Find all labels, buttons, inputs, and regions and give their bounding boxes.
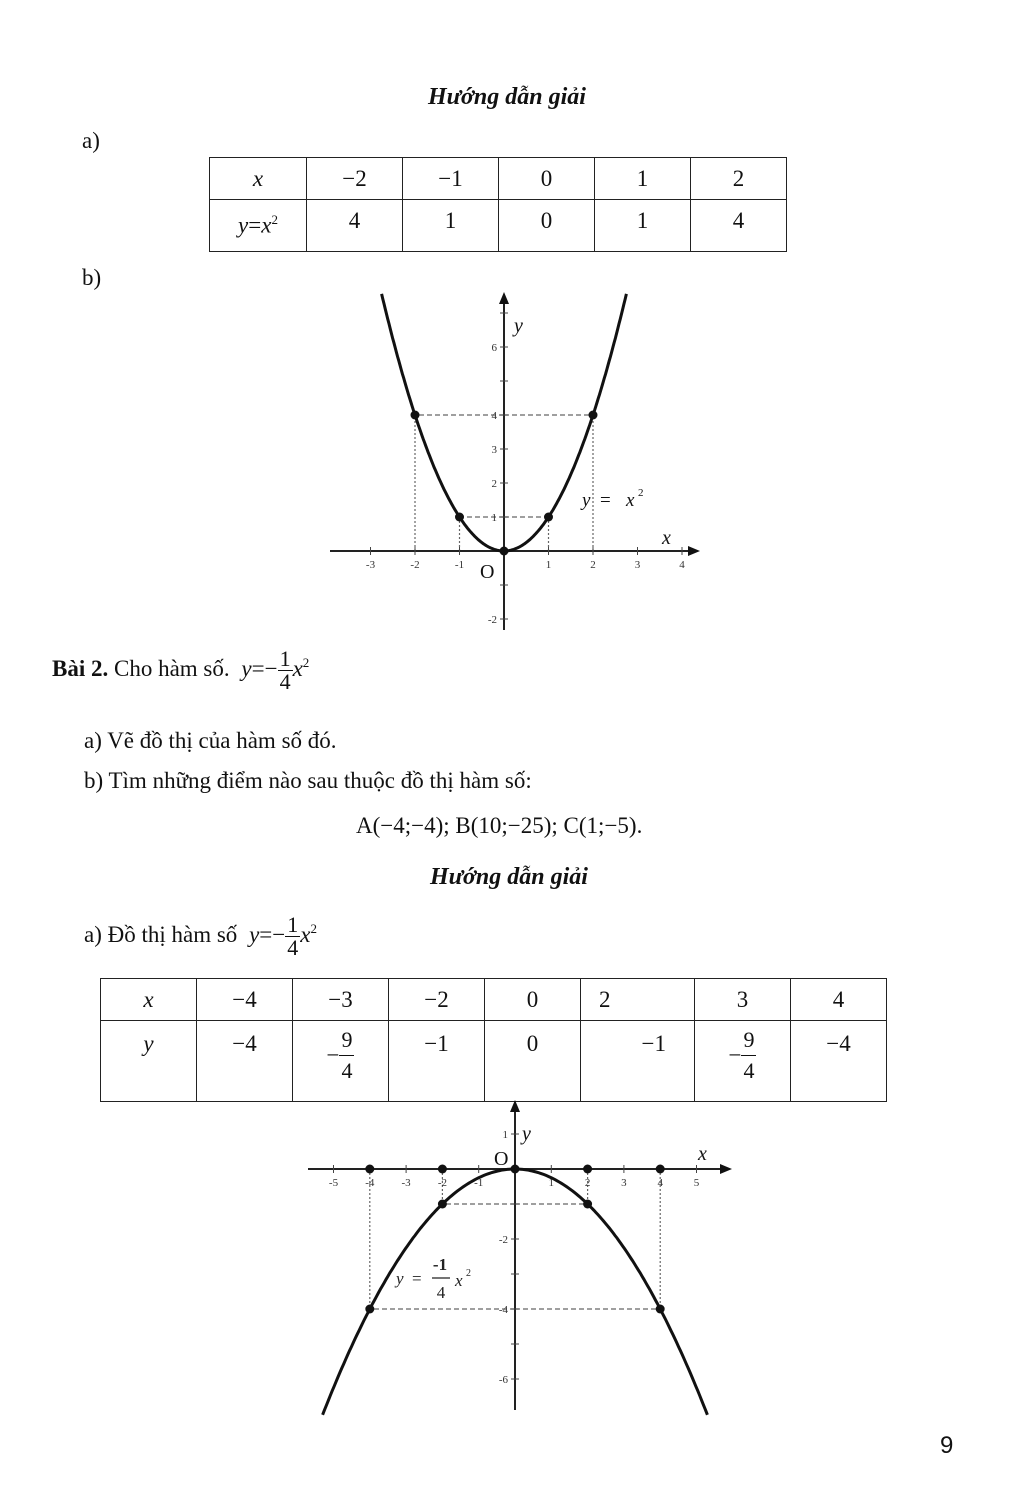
data-point <box>544 513 553 522</box>
x-var: x <box>261 212 272 238</box>
y-tick-label: -4 <box>498 1304 508 1316</box>
formula-eq: = <box>251 655 265 681</box>
table-row-x <box>101 979 887 1021</box>
origin-label: O <box>494 1148 509 1170</box>
section-2-part-a <box>84 914 317 959</box>
data-point <box>500 547 509 556</box>
frac-sign: − <box>326 1042 340 1068</box>
table-cell: 2 <box>581 979 695 1021</box>
formula-fraction <box>285 914 300 959</box>
formula-var: x <box>300 921 311 947</box>
curve-label-var: x <box>455 1271 463 1290</box>
fraction-den: 4 <box>339 1055 354 1082</box>
curve-label-lhs: y <box>582 490 591 511</box>
x-tick-label: 3 <box>621 1177 627 1189</box>
table-cell: 0 <box>485 979 581 1021</box>
table-cell: −2 <box>389 979 485 1021</box>
fraction <box>741 1029 756 1082</box>
x-tick-label: 1 <box>545 559 552 571</box>
x-tick-label: 5 <box>693 1177 700 1189</box>
y-tick-label: 1 <box>502 1129 508 1141</box>
curve-label-eq: = <box>600 490 611 511</box>
table-cell: 2 <box>691 158 787 200</box>
table-cell: 3 <box>695 979 791 1021</box>
table-cell: −2 <box>307 158 403 200</box>
eq-sign: = <box>248 212 262 238</box>
formula-fraction <box>278 648 293 693</box>
table-header-y: y <box>101 1021 197 1102</box>
x-tick-label: 4 <box>657 1177 663 1189</box>
table-cell <box>695 1021 791 1102</box>
problem-2-statement <box>52 648 309 693</box>
table-cell: −4 <box>197 979 293 1021</box>
table-cell: 4 <box>691 200 787 252</box>
x-axis-arrow-icon <box>688 546 700 556</box>
y-axis-arrow-icon <box>499 292 509 304</box>
x-tick-label: 2 <box>590 559 596 571</box>
y-axis-label: y <box>522 1123 531 1145</box>
y-tick-label: 6 <box>491 342 497 354</box>
y-tick-label: 2 <box>491 478 497 490</box>
part-a-text: a) Đồ thị hàm số <box>84 921 238 947</box>
part-a-label-1: a) <box>82 128 100 153</box>
curve-label-rhs: x <box>626 490 635 511</box>
table-cell: 0 <box>499 158 595 200</box>
x-tick-label: -2 <box>437 1177 447 1189</box>
x-tick-label: -3 <box>365 559 376 571</box>
formula-lhs: y <box>241 655 252 681</box>
table-header-x: x <box>210 158 307 200</box>
table-cell: 4 <box>791 979 887 1021</box>
x-axis-label: x <box>662 527 671 549</box>
x-tick-label: -3 <box>401 1177 411 1189</box>
table-cell: −3 <box>293 979 389 1021</box>
x-tick-label: -5 <box>328 1177 339 1189</box>
problem-2-part-b: b) Tìm những điểm nào sau thuộc đồ thị hàm số: <box>84 768 532 793</box>
y-tick-label: 4 <box>491 410 497 422</box>
y-tick-label: -2 <box>498 1234 508 1246</box>
curve-label-den: 4 <box>436 1283 446 1302</box>
table-cell: 0 <box>499 200 595 252</box>
formula-lhs: y <box>249 921 260 947</box>
part-b-label-1: b) <box>82 265 102 290</box>
x-tick-label: 1 <box>548 1177 555 1189</box>
formula-exp: 2 <box>302 655 310 671</box>
table-cell <box>293 1021 389 1102</box>
table-cell: −1 <box>581 1021 695 1102</box>
table-row-y <box>101 1021 887 1102</box>
curve-label-lhs: y <box>396 1269 404 1288</box>
x-tick-label: -2 <box>410 559 420 571</box>
problem-2-formula <box>241 648 309 693</box>
frac-sign: − <box>728 1042 742 1068</box>
solution-heading-2: Hướng dẫn giải <box>430 864 588 890</box>
table-cell: 0 <box>485 1021 581 1102</box>
data-point <box>411 411 420 420</box>
problem-2-title: Bài 2. <box>52 655 109 681</box>
y-tick-label: 1 <box>491 512 497 524</box>
x-tick-label: -4 <box>365 1177 375 1189</box>
page-number: 9 <box>940 1432 954 1459</box>
part-a-formula <box>249 914 317 959</box>
x-tick-label: 2 <box>584 1177 591 1189</box>
curve-label-exp: 2 <box>466 1268 471 1279</box>
data-point <box>589 411 598 420</box>
formula-eq: = <box>259 921 273 947</box>
x-axis-label: x <box>698 1143 707 1165</box>
table-cell: −4 <box>197 1021 293 1102</box>
fraction-den: 4 <box>741 1055 756 1082</box>
x-tick-label: 3 <box>634 559 641 571</box>
table-header-x: x <box>101 979 197 1021</box>
y-tick-label: -2 <box>487 614 497 626</box>
curve-label-eq: = <box>412 1269 422 1288</box>
x-tick-label: -1 <box>454 559 465 571</box>
exponent: 2 <box>271 212 278 228</box>
curve-label-exp: 2 <box>638 487 644 499</box>
fraction-num: 9 <box>341 1027 353 1052</box>
fraction-den: 4 <box>287 935 299 960</box>
origin-label: O <box>480 561 495 583</box>
table-cell: 4 <box>307 200 403 252</box>
fraction-num: 1 <box>287 912 299 937</box>
problem-2-intro: Cho hàm số. <box>113 655 230 681</box>
fraction-num: 1 <box>279 646 291 671</box>
x-tick-label: -1 <box>474 1177 484 1189</box>
table-cell: 1 <box>403 200 499 252</box>
y-tick-label: 3 <box>491 444 497 456</box>
problem-2-points: A(−4;−4); B(10;−25); C(1;−5). <box>356 813 643 838</box>
x-tick-label: 4 <box>679 559 685 571</box>
problem-2-part-a: a) Vẽ đồ thị của hàm số đó. <box>84 728 337 753</box>
solution-heading-1: Hướng dẫn giải <box>428 84 586 110</box>
table-cell: −1 <box>403 158 499 200</box>
formula-sign: − <box>264 655 278 681</box>
formula-var: x <box>292 655 303 681</box>
table-cell: −4 <box>791 1021 887 1102</box>
y-tick-label: -6 <box>498 1374 508 1386</box>
table-cell: −1 <box>389 1021 485 1102</box>
data-point <box>455 513 464 522</box>
fraction-num: 9 <box>743 1027 755 1052</box>
formula-sign: − <box>272 921 286 947</box>
fraction <box>339 1029 354 1082</box>
fraction-den: 4 <box>279 669 291 694</box>
table-cell: 1 <box>595 200 691 252</box>
curve-label-num: -1 <box>432 1255 448 1274</box>
y-var: y <box>238 212 249 238</box>
value-table-2 <box>100 978 887 1102</box>
y-axis-label: y <box>514 315 523 337</box>
formula-exp: 2 <box>310 921 317 937</box>
table-cell: 1 <box>595 158 691 200</box>
